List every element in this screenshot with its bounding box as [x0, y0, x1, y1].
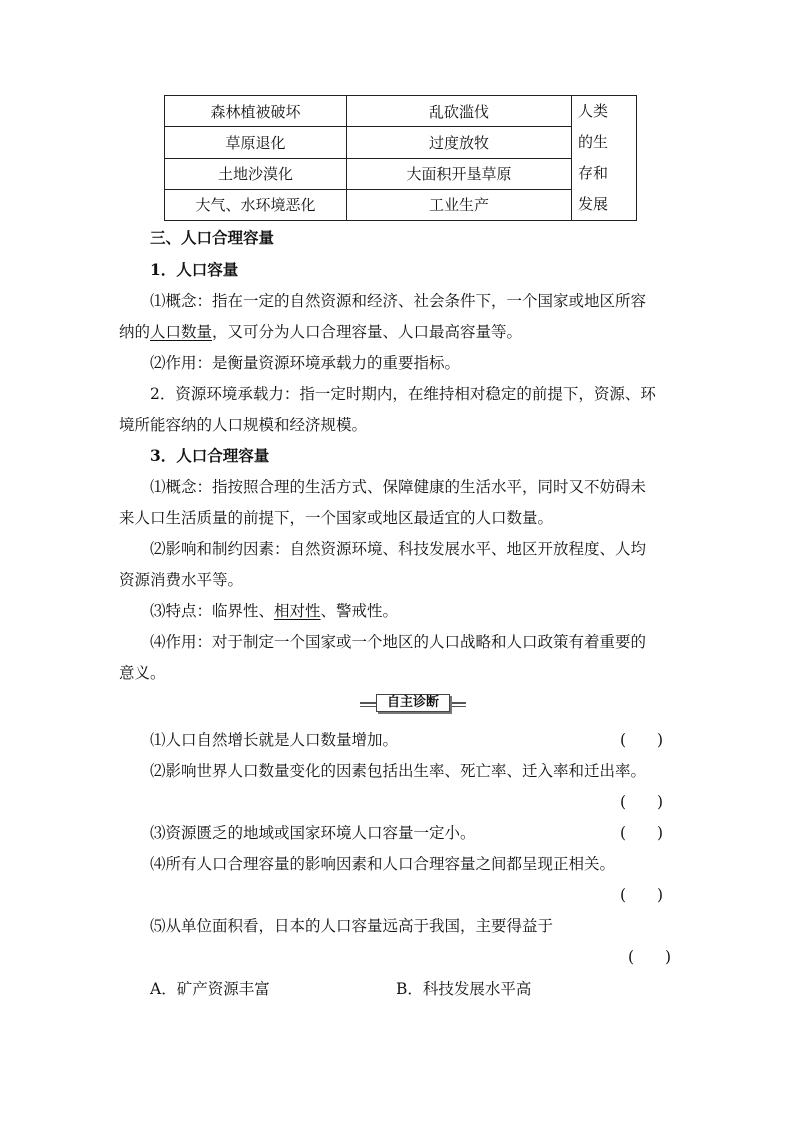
option-b: B．科技发展水平高 [396, 980, 532, 998]
table-cell-problem: 土地沙漠化 [165, 158, 347, 189]
option-a: A．矿产资源丰富 [150, 980, 270, 998]
item3-role-line1: ⑷作用：对于制定一个国家或一个地区的人口战略和人口政策有着重要的 [150, 633, 647, 651]
item3-factors-line2: 资源消费水平等。 [119, 571, 244, 589]
item1-function: ⑵作用：是衡量资源环境承载力的重要指标。 [150, 354, 461, 372]
impact-line: 存和 [578, 164, 609, 182]
table-cell-problem: 草原退化 [165, 127, 347, 158]
question-1: ⑴人口自然增长就是人口数量增加。 [150, 731, 399, 749]
impact-line: 发展 [578, 195, 609, 213]
impact-line: 人类 [578, 102, 609, 120]
table-cell-cause: 乱砍滥伐 [347, 96, 572, 127]
item3-concept-line2: 来人口生活质量的前提下，一个国家或地区最适宜的人口数量。 [119, 509, 554, 527]
table-row [165, 189, 637, 220]
question-2: ⑵影响世界人口数量变化的因素包括出生率、死亡率、迁入率和迁出率。 [150, 762, 647, 780]
item1-concept-line2 [119, 320, 522, 342]
table-cell-cause: 过度放牧 [347, 127, 572, 158]
item1-title: 1．人口容量 [150, 260, 239, 279]
table-cell-cause: 大面积开垦草原 [347, 158, 572, 189]
table-cell-cause: 工业生产 [347, 189, 572, 220]
answer-blank: ( ) [620, 793, 664, 811]
text-segment: ，又可分为人口合理容量、人口最高容量等。 [212, 323, 523, 341]
answer-blank: ( ) [620, 886, 664, 904]
impact-line: 的生 [578, 133, 609, 151]
question-4: ⑷所有人口合理容量的影响因素和人口合理容量之间都呈现正相关。 [150, 855, 616, 873]
section-heading: 三、人口合理容量 [150, 228, 275, 247]
item3-features [150, 599, 398, 621]
text-segment: ⑶特点：临界性、 [150, 602, 275, 620]
answer-blank: ( ) [620, 824, 664, 842]
underlined-term: 相对性 [274, 602, 321, 620]
underlined-term: 人口数量 [150, 323, 213, 341]
table-cell-problem: 大气、水环境恶化 [165, 189, 347, 220]
item3-title: 3．人口合理容量 [150, 446, 270, 465]
item2-line2: 境所能容纳的人口规模和经济规模。 [119, 416, 368, 434]
environment-problem-table [164, 95, 637, 221]
table-row [165, 96, 637, 127]
table-cell-problem: 森林植被破坏 [165, 96, 347, 127]
item2-line1: 2．资源环境承载力：指一定时期内，在维持相对稳定的前提下，资源、环 [150, 385, 656, 403]
text-segment: 、警戒性。 [320, 602, 399, 620]
answer-blank: ( ) [620, 731, 664, 749]
table-cell-impact [572, 96, 637, 221]
item3-factors-line1: ⑵影响和制约因素：自然资源环境、科技发展水平、地区开放程度、人均 [150, 540, 647, 558]
question-3: ⑶资源匮乏的地域或国家环境人口容量一定小。 [150, 824, 476, 842]
badge-label: 自主诊断 [376, 694, 450, 712]
table-row [165, 127, 637, 158]
self-diagnosis-badge [360, 694, 466, 712]
table-row [165, 158, 637, 189]
question-5: ⑸从单位面积看，日本的人口容量远高于我国，主要得益于 [150, 917, 554, 935]
answer-blank: ( ) [628, 948, 672, 966]
item3-concept-line1: ⑴概念：指按照合理的生活方式、保障健康的生活水平，同时又不妨碍未 [150, 478, 647, 496]
text-segment: 纳的 [119, 323, 151, 341]
item1-concept-line1: ⑴概念：指在一定的自然资源和经济、社会条件下，一个国家或地区所容 [150, 292, 647, 310]
item3-role-line2: 意义。 [119, 664, 166, 682]
